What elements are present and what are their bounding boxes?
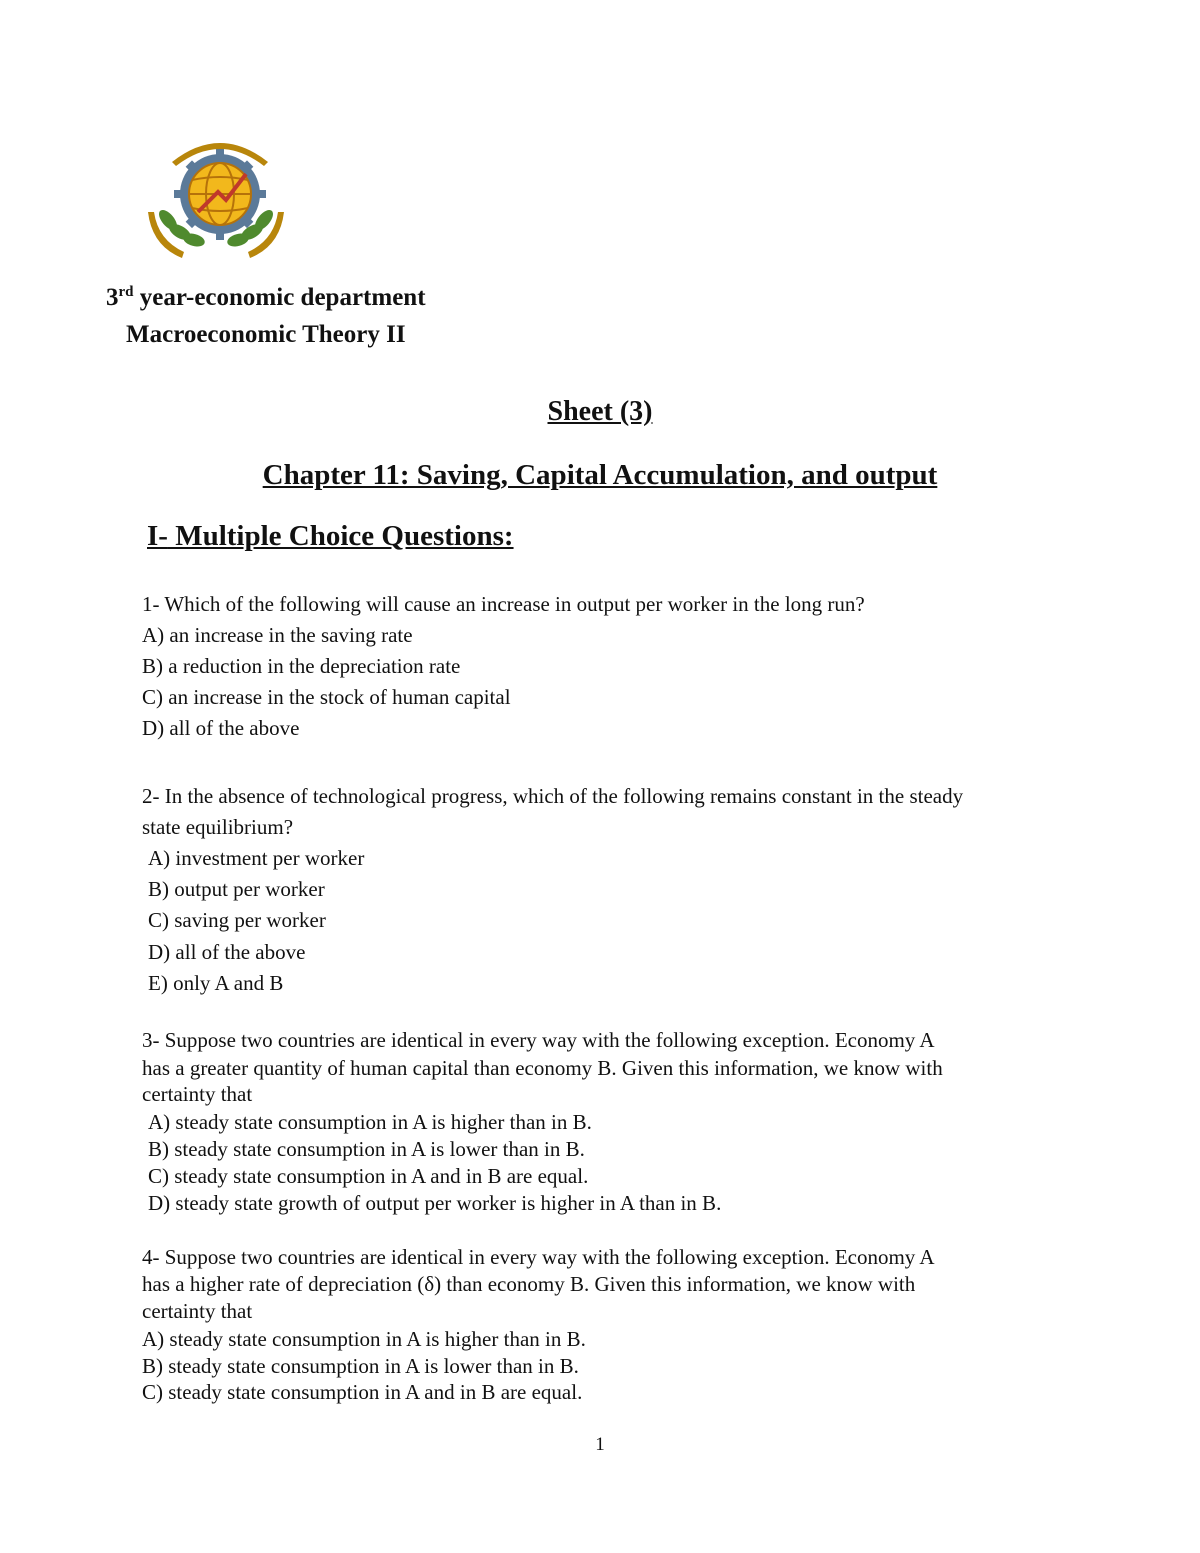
question-4-option-c: C) steady state consumption in A and in B are equal. [142,1380,583,1404]
question-4-stem-line-1: 4- Suppose two countries are identical in every way with the following exception. Economy A [142,1245,935,1269]
course-title: Macroeconomic Theory II [126,321,406,348]
question-4-option-b: B) steady state consumption in A is lower than in B. [142,1354,579,1378]
year-ordinal-suffix: rd [118,284,134,300]
question-2-option-a: A) investment per worker [148,846,365,870]
question-3-option-c: C) steady state consumption in A and in B are equal. [148,1164,589,1188]
question-3-stem-line-2: has a greater quantity of human capital than economy B. Given this information, we know with [142,1056,943,1080]
question-4-option-a: A) steady state consumption in A is higher than in B. [142,1327,586,1351]
question-2-stem-line-2: state equilibrium? [142,815,294,839]
question-2-option-d: D) all of the above [148,940,306,964]
question-1-option-a: A) an increase in the saving rate [142,623,413,647]
question-1-option-b: B) a reduction in the depreciation rate [142,654,461,678]
question-2-option-e: E) only A and B [148,971,284,995]
question-1-stem-line-1: 1- Which of the following will cause an increase in output per worker in the long run? [142,592,865,616]
question-1-option-c: C) an increase in the stock of human capital [142,685,511,709]
university-emblem-icon [132,128,297,263]
section-title: Multiple Choice Questions: [167,520,514,552]
department-heading [106,284,426,312]
department-text: year-economic department [133,284,426,311]
question-3-option-d: D) steady state growth of output per worker is higher in A than in B. [148,1191,722,1215]
question-3-option-b: B) steady state consumption in A is lower than in B. [148,1137,585,1161]
question-2-stem-line-1: 2- In the absence of technological progress, which of the following remains constant in the steady [142,784,964,808]
year-number: 3 [106,284,119,311]
chapter-title: Chapter 11: Saving, Capital Accumulation, and output [262,459,938,491]
page-number: 1 [595,1434,605,1455]
question-1-option-d: D) all of the above [142,716,300,740]
sheet-title: Sheet (3) [547,396,653,427]
question-2-option-c: C) saving per worker [148,908,326,932]
question-3-stem-line-3: certainty that [142,1082,253,1106]
question-4-stem-line-2: has a higher rate of depreciation (δ) than economy B. Given this information, we know with [142,1272,916,1296]
question-4-stem-line-3: certainty that [142,1299,253,1323]
question-2-option-b: B) output per worker [148,877,325,901]
section-prefix: I- [147,520,168,552]
question-3-option-a: A) steady state consumption in A is higher than in B. [148,1110,592,1134]
section-heading [147,520,514,553]
question-3-stem-line-1: 3- Suppose two countries are identical in every way with the following exception. Economy A [142,1028,935,1052]
